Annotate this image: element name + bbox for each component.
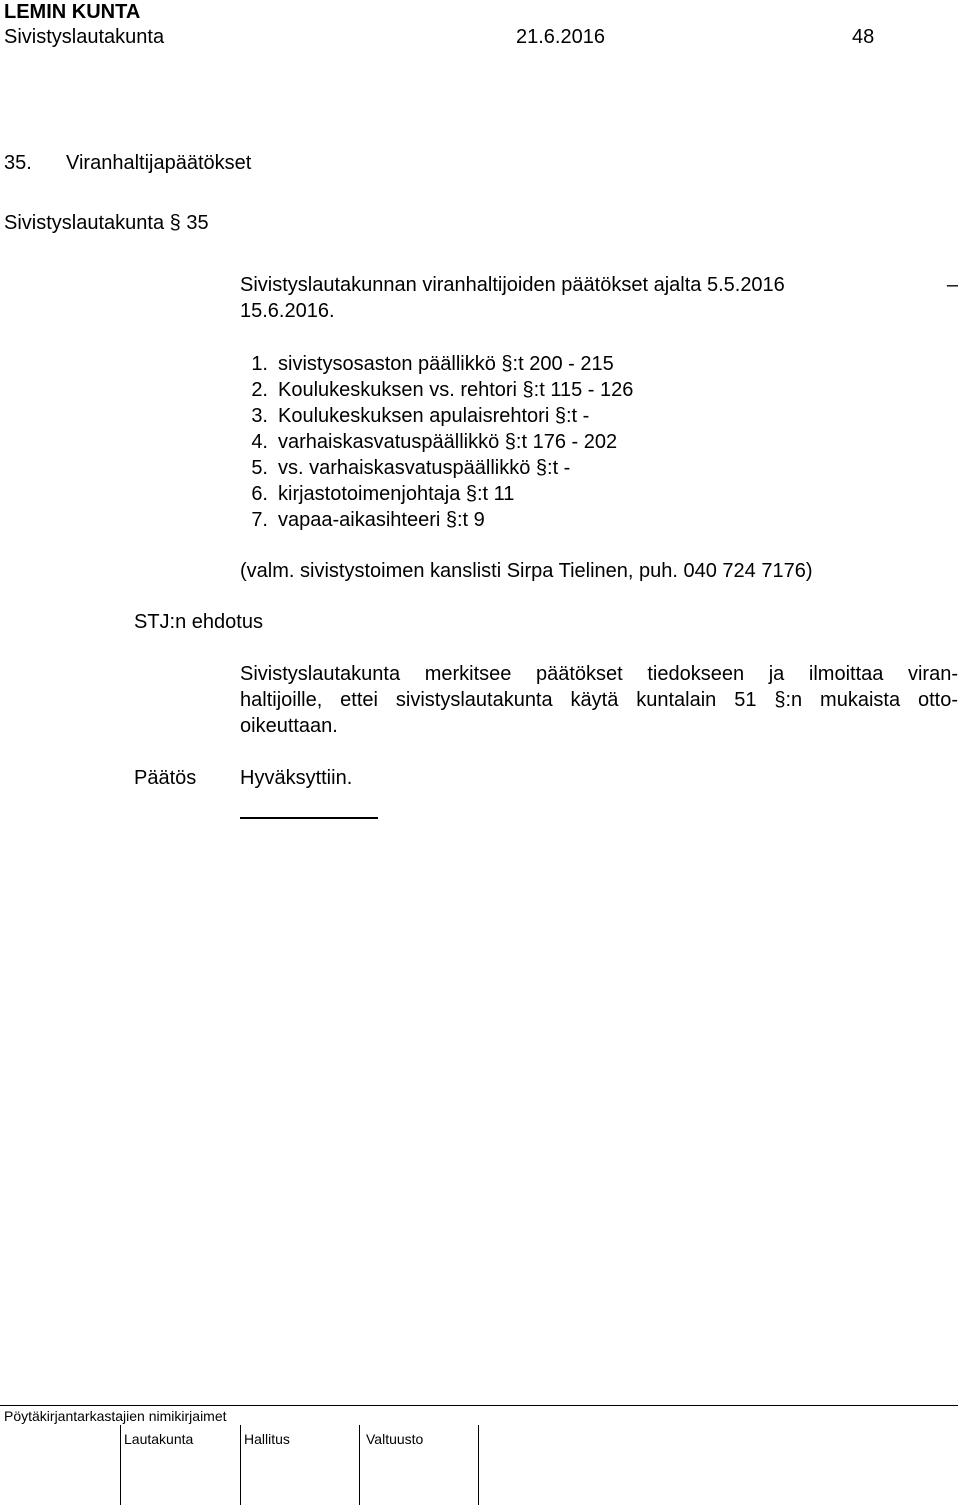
list-item-text: sivistysosaston päällikkö §:t 200 - 215: [278, 353, 614, 375]
list-item-text: varhaiskasvatuspäällikkö §:t 176 - 202: [278, 431, 618, 453]
list-item: [240, 507, 633, 533]
list-item-number: 2.: [251, 379, 268, 401]
preparer-contact: (valm. sivistystoimen kanslisti Sirpa Tielinen, puh. 040 724 7176): [240, 560, 813, 582]
decision-list: [240, 351, 633, 533]
list-item-number: 3.: [251, 405, 268, 427]
footer-column-lautakunta: Lautakunta: [124, 1431, 194, 1447]
list-item-text: Koulukeskuksen apulaisrehtori §:t -: [278, 405, 590, 427]
section-heading: [4, 150, 251, 176]
list-item: [240, 429, 633, 455]
section-number: 35.: [4, 152, 32, 174]
list-item: [240, 481, 633, 507]
proposal-label: STJ:n ehdotus: [134, 611, 263, 633]
list-item-number: 5.: [251, 457, 268, 479]
list-item-number: 4.: [251, 431, 268, 453]
committee-name: Sivistyslautakunta: [4, 26, 165, 48]
proposal-line-2: haltijoille, ettei sivistyslautakunta käytä kuntalain 51 §:n mukaista otto-: [240, 689, 958, 711]
decision-label: Päätös: [134, 767, 197, 789]
list-item-number: 1.: [251, 353, 268, 375]
list-item-number: 6.: [251, 483, 268, 505]
proposal-text: [240, 661, 958, 739]
intro-line-1: Sivistyslautakunnan viranhaltijoiden päätökset ajalta 5.5.2016: [240, 274, 785, 296]
list-item-number: 7.: [251, 509, 268, 531]
footer-column-divider: [120, 1425, 121, 1505]
page-number: 48: [852, 26, 875, 48]
list-item-text: vs. varhaiskasvatuspäällikkö §:t -: [278, 457, 571, 479]
footer-column-valtuusto: Valtuusto: [366, 1431, 424, 1447]
footer-column-divider: [240, 1425, 241, 1505]
list-item-text: Koulukeskuksen vs. rehtori §:t 115 - 126: [278, 379, 634, 401]
footer-divider: [0, 1405, 958, 1406]
footer-column-hallitus: Hallitus: [244, 1431, 290, 1447]
proposal-line-1: Sivistyslautakunta merkitsee päätökset tiedokseen ja ilmoittaa viran-: [240, 663, 958, 685]
list-item: [240, 455, 633, 481]
list-item-text: vapaa-aikasihteeri §:t 9: [278, 509, 485, 531]
list-item: [240, 377, 633, 403]
meeting-date: 21.6.2016: [516, 26, 605, 48]
list-item-text: kirjastotoimenjohtaja §:t 11: [278, 483, 515, 505]
list-item: [240, 403, 633, 429]
intro-dash: –: [946, 274, 958, 296]
organization-name: LEMIN KUNTA: [4, 1, 141, 23]
intro-line-2: 15.6.2016.: [240, 300, 335, 322]
list-item: [240, 351, 633, 377]
proposal-line-3: oikeuttaan.: [240, 715, 338, 737]
end-rule: [240, 817, 378, 819]
footer-column-divider: [359, 1425, 360, 1505]
intro-paragraph: [240, 272, 958, 324]
footer-title: Pöytäkirjantarkastajien nimikirjaimet: [4, 1408, 227, 1424]
footer-column-divider: [478, 1425, 479, 1505]
section-title: Viranhaltijapäätökset: [66, 152, 252, 174]
section-reference: Sivistyslautakunta § 35: [4, 212, 209, 234]
decision-text: Hyväksyttiin.: [240, 767, 353, 789]
